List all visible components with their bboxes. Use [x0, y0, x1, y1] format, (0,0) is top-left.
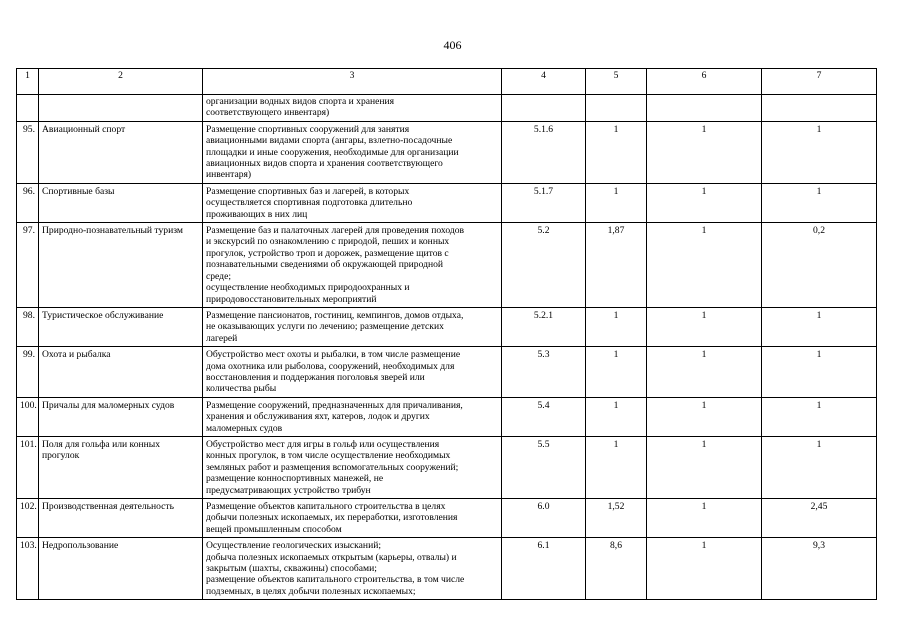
description-line: конных прогулок, в том числе осуществление необходимых — [206, 450, 451, 462]
description-line: осуществление необходимых природоохранных и — [206, 282, 410, 294]
name-cell — [39, 397, 203, 436]
value-cell-5: 1,87 — [586, 223, 647, 308]
description-line: размещение конноспортивных манежей, не — [206, 473, 384, 485]
value-cell-7 — [762, 95, 877, 122]
header-cell: 6 — [647, 69, 762, 95]
value-cell-7: 1 — [762, 183, 877, 222]
table-row — [17, 499, 877, 538]
name-cell — [39, 499, 203, 538]
description-line: организации водных видов спорта и хранения — [206, 96, 395, 107]
value-cell-6: 1 — [647, 307, 762, 346]
header-cell: 7 — [762, 69, 877, 95]
row-number: 98. — [17, 307, 39, 346]
value-cell-7: 1 — [762, 397, 877, 436]
row-number: 102. — [17, 499, 39, 538]
description-line: среде; — [206, 270, 231, 282]
value-cell-7: 0,2 — [762, 223, 877, 308]
description-line: и экскурсий по ознакомлению с природой, пеших и конных — [206, 236, 450, 248]
description-line: подземных, в целях добычи полезных ископаемых; — [206, 585, 416, 597]
description-line: авиационными видами спорта (ангары, взлетно-посадочные — [206, 135, 453, 147]
name-line: Производственная деятельность — [42, 501, 174, 512]
value-cell-7: 1 — [762, 307, 877, 346]
code-cell: 6.0 — [502, 499, 586, 538]
code-cell: 5.2.1 — [502, 307, 586, 346]
name-cell — [39, 307, 203, 346]
description-cell — [203, 499, 502, 538]
description-line: Обустройство мест для игры в гольф или осуществления — [206, 438, 440, 450]
value-cell-6: 1 — [647, 223, 762, 308]
description-line: познавательными сведениями об окружающей природной — [206, 259, 444, 271]
description-line: инвентаря) — [206, 169, 252, 181]
land-use-table — [16, 68, 877, 600]
row-number: 99. — [17, 347, 39, 398]
description-line: предусматривающих устройство трибун — [206, 484, 371, 496]
code-cell — [502, 95, 586, 122]
value-cell-6: 1 — [647, 499, 762, 538]
description-line: количества рыбы — [206, 383, 277, 395]
description-line: земляных работ и размещения вспомогательных сооружений; — [206, 461, 459, 473]
description-line: вещей промышленным способом — [206, 523, 342, 535]
name-line: Причалы для маломерных судов — [42, 399, 175, 411]
description-line: добыча полезных ископаемых открытым (карьеры, отвалы) и — [206, 551, 457, 563]
value-cell-5: 8,6 — [586, 538, 647, 600]
description-line: Размещение спортивных сооружений для занятия — [206, 123, 410, 135]
header-cell: 1 — [17, 69, 39, 95]
header-cell: 2 — [39, 69, 203, 95]
value-cell-5: 1 — [586, 307, 647, 346]
value-cell-7: 1 — [762, 436, 877, 498]
code-cell: 5.2 — [502, 223, 586, 308]
description-cell — [203, 121, 502, 183]
value-cell-7: 1 — [762, 121, 877, 183]
row-number: 100. — [17, 397, 39, 436]
value-cell-6: 1 — [647, 121, 762, 183]
description-cell — [203, 223, 502, 308]
name-cell — [39, 436, 203, 498]
description-line: Размещение баз и палаточных лагерей для проведения походов — [206, 225, 465, 237]
description-cell — [203, 347, 502, 398]
name-line: Природно-познавательный туризм — [42, 225, 183, 237]
table-row — [17, 347, 877, 398]
description-line: Обустройство мест охоты и рыбалки, в том числе размещение — [206, 349, 461, 361]
value-cell-6: 1 — [647, 436, 762, 498]
table-row — [17, 121, 877, 183]
description-line: Осуществление геологических изысканий; — [206, 540, 381, 552]
description-line: не оказывающих услуги по лечению; размещение детских — [206, 321, 444, 333]
name-cell — [39, 538, 203, 600]
description-cell — [203, 183, 502, 222]
description-line: природовосстановительных мероприятий — [206, 293, 377, 305]
value-cell-5: 1 — [586, 121, 647, 183]
description-line: Размещение спортивных баз и лагерей, в которых — [206, 185, 410, 197]
value-cell-6: 1 — [647, 183, 762, 222]
table-row — [17, 436, 877, 498]
description-line: прогулок, устройство троп и дорожек, размещение щитов с — [206, 247, 449, 259]
value-cell-7: 9,3 — [762, 538, 877, 600]
description-line: добычи полезных ископаемых, их переработки, изготовления — [206, 512, 458, 524]
table-row — [17, 183, 877, 222]
description-cell — [203, 538, 502, 600]
header-cell: 5 — [586, 69, 647, 95]
code-cell: 5.3 — [502, 347, 586, 398]
row-number: 101. — [17, 436, 39, 498]
value-cell-6: 1 — [647, 397, 762, 436]
description-line: Размещение пансионатов, гостиниц, кемпингов, домов отдыха, — [206, 309, 464, 321]
header-cell: 3 — [203, 69, 502, 95]
value-cell-6: 1 — [647, 347, 762, 398]
description-cell — [203, 95, 502, 122]
description-line: лагерей — [206, 332, 238, 344]
table-row — [17, 307, 877, 346]
name-line: прогулок — [42, 450, 80, 462]
name-cell — [39, 121, 203, 183]
description-line: площадки и иные сооружения, необходимые для организации — [206, 146, 459, 158]
name-cell — [39, 183, 203, 222]
description-line: соответствующего инвентаря) — [206, 107, 330, 119]
name-line: Поля для гольфа или конных — [42, 438, 161, 450]
value-cell-7: 1 — [762, 347, 877, 398]
header-row — [17, 69, 877, 95]
name-line: Охота и рыбалка — [42, 349, 111, 361]
name-cell — [39, 95, 203, 122]
header-cell: 4 — [502, 69, 586, 95]
code-cell: 5.1.7 — [502, 183, 586, 222]
value-cell-5: 1 — [586, 347, 647, 398]
continuation-row — [17, 95, 877, 122]
code-cell: 5.4 — [502, 397, 586, 436]
value-cell-5: 1 — [586, 436, 647, 498]
description-line: Размещение сооружений, предназначенных для причаливания, — [206, 399, 463, 411]
row-number: 103. — [17, 538, 39, 600]
description-cell — [203, 436, 502, 498]
name-line: Спортивные базы — [42, 185, 115, 197]
code-cell: 6.1 — [502, 538, 586, 600]
value-cell-7: 2,45 — [762, 499, 877, 538]
table-row — [17, 223, 877, 308]
value-cell-6 — [647, 95, 762, 122]
description-line: восстановления и поддержания поголовья зверей или — [206, 371, 425, 383]
row-number: 96. — [17, 183, 39, 222]
name-line: Авиационный спорт — [42, 123, 126, 135]
value-cell-5: 1,52 — [586, 499, 647, 538]
name-cell — [39, 347, 203, 398]
description-line: авиационных видов спорта и хранения соответствующего — [206, 158, 443, 170]
row-number: 95. — [17, 121, 39, 183]
name-line: Недропользование — [42, 540, 119, 552]
description-line: размещение объектов капитального строительства, в том числе — [206, 574, 465, 586]
table-row — [17, 538, 877, 600]
number-cell — [17, 95, 39, 122]
description-cell — [203, 307, 502, 346]
code-cell: 5.1.6 — [502, 121, 586, 183]
description-line: осуществляется спортивная подготовка длительно — [206, 197, 413, 209]
page-number: 406 — [443, 38, 462, 52]
value-cell-5 — [586, 95, 647, 122]
value-cell-6: 1 — [647, 538, 762, 600]
description-line: Размещение объектов капитального строительства в целях — [206, 501, 446, 512]
description-line: проживающих в них лиц — [206, 208, 308, 220]
name-line: Туристическое обслуживание — [42, 309, 164, 321]
description-line: маломерных судов — [206, 422, 283, 434]
code-cell: 5.5 — [502, 436, 586, 498]
value-cell-5: 1 — [586, 183, 647, 222]
name-cell — [39, 223, 203, 308]
table-row — [17, 397, 877, 436]
row-number: 97. — [17, 223, 39, 308]
description-line: закрытым (шахты, скважины) способами; — [206, 563, 377, 575]
description-cell — [203, 397, 502, 436]
description-line: хранения и обслуживания яхт, катеров, лодок и других — [206, 411, 430, 423]
description-line: дома охотника или рыболова, сооружений, необходимых для — [206, 360, 455, 372]
value-cell-5: 1 — [586, 397, 647, 436]
